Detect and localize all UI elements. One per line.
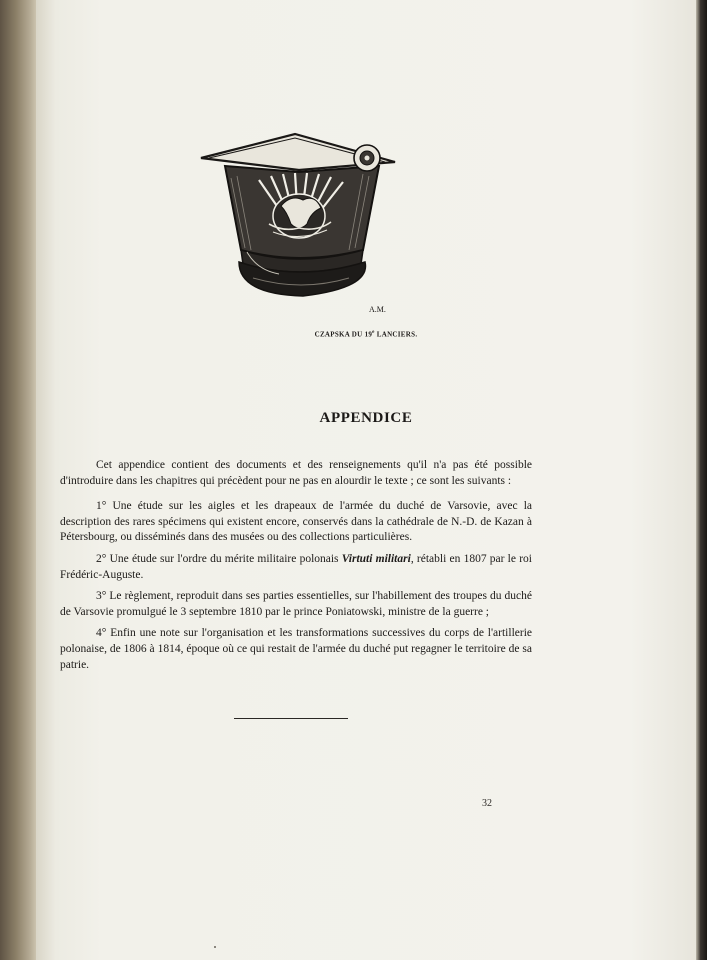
- figure-caption: [36, 330, 696, 338]
- book-page: [36, 0, 696, 960]
- item-2-text-before: 2° Une étude sur l'ordre du mérite militaire polonais: [96, 552, 342, 565]
- paper-speck: [214, 946, 216, 948]
- item-2-text-after: , rétabli en 1807 par le roi Frédéric-Auguste.: [60, 552, 532, 581]
- item-1-paragraph: 1° Une étude sur les aigles et les drapeaux de l'armée du duché de Varsovie, avec la description des rares spécimens qui existent encore, conservés dans la cathédrale de N.-D. de Kazan à Pétersbourg, ou disséminés dans des musées ou des collections particulières.: [60, 500, 532, 544]
- cockade-icon: [354, 145, 380, 171]
- item-2-italic: Virtuti militari: [341, 552, 411, 565]
- item-3-paragraph: 3° Le règlement, reproduit dans ses parties essentielles, sur l'habillement des troupes du duché de Varsovie promulgué le 3 septembre 1810 par le prince Poniatowski, ministre de la guerre ;: [60, 590, 532, 618]
- section-divider: [234, 718, 348, 719]
- body-text: [60, 458, 532, 679]
- item-4-paragraph: 4° Enfin une note sur l'organisation et les transformations successives du corps de l'artillerie polonaise, de 1806 à 1814, époque où ce qui restait de l'armée du duché put regagner le territoire de sa patrie.: [60, 627, 532, 671]
- left-page-shadow: [0, 0, 36, 960]
- caption-rest: LANCIERS.: [374, 330, 418, 339]
- page-heading: APPENDICE: [319, 410, 413, 426]
- caption-main: CZAPSKA DU 19: [314, 330, 373, 339]
- item-2-paragraph: [60, 552, 532, 583]
- page-number: 32: [482, 798, 492, 809]
- right-page-edge: [696, 0, 707, 960]
- intro-paragraph: Cet appendice contient des documents et des renseignements qu'il n'a pas été possible d'introduire dans les chapitres qui précèdent pour ne pas en alourdir le texte ; ce sont les suivants :: [60, 459, 532, 487]
- artist-signature: A.M.: [369, 305, 386, 314]
- caption-superscript: e: [372, 330, 375, 335]
- czapska-illustration: [199, 128, 399, 318]
